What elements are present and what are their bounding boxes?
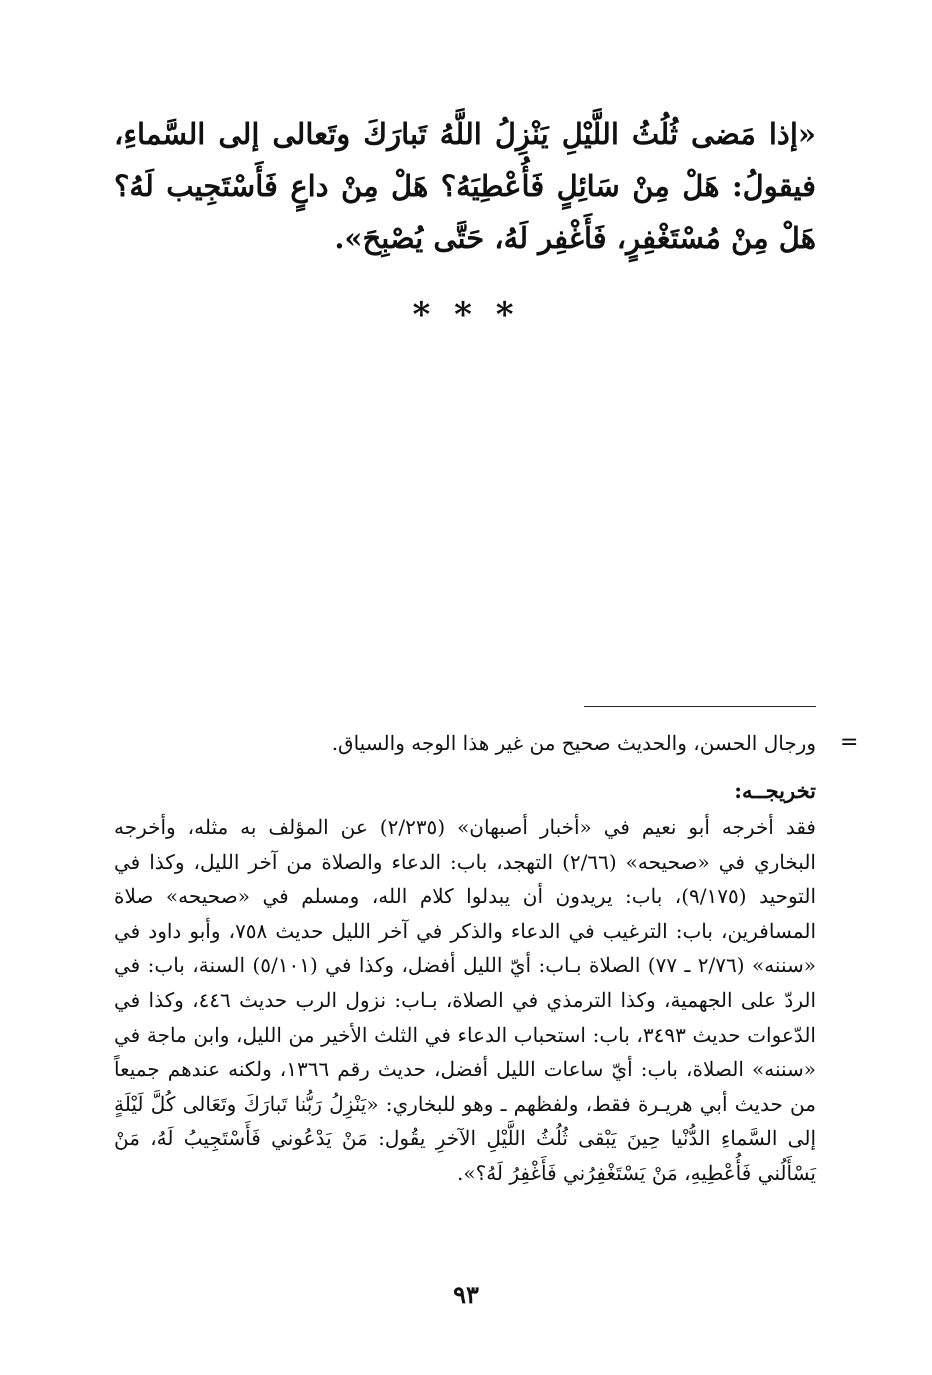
footnote-divider	[584, 706, 816, 707]
footnote-body: فقد أخرجه أبو نعيم في «أخبار أصبهان» (٢/٢٣٥) عن المؤلف به مثله، وأخرجه البخاري في «صحيحه» (٢/٦٦) التهجد، باب: الدعاء والصلاة من آخر الليل، وكذا في التوحيد (٩/١٧٥)، باب: يريدون أن يبدلوا كلام الله، ومسلم في «صحيحه» صلاة المسافرين، باب: الترغيب في الدعاء والذكر في آخر الليل حديث ٧٥٨، وأبو داود في «سننه» (٢/٧٦ ـ ٧٧) الصلاة بـاب: أيّ الليل أفضل، وكذا في (٥/١٠١) السنة، باب: في الردّ على الجهمية، وكذا الترمذي في الصلاة، بـاب: نزول الرب حديث ٤٤٦، وكذا في الدّعوات حديث ٣٤٩٣، باب: استحباب الدعاء في الثلث الأخير من الليل، وابن ماجة في «سننه» الصلاة، باب: أيّ ساعات الليل أفضل، حديث رقم ١٣٦٦، ولكنه عندهم جميعاً من حديث أبي هريـرة فقط، ولفظهم ـ وهو للبخاري: «يَنْزِلُ رَبُّنا تَبارَكَ وتَعَالى كُلَّ لَيْلَةٍ إلى السَّماءِ الدُّنْيا حِينَ يَبْقى ثُلُثُ اللَّيْلِ الآخرِ يقُول: مَنْ يَدْعُوني فَأَسْتَجِيبُ لَهُ، مَنْ يَسْأَلُني فَأُعْطِيهِ، مَنْ يَسْتَغْفِرُني فَأَغْفِرُ لَهُ؟».	[114, 815, 817, 1185]
hadith-text: «إذا مَضى ثُلُثُ اللَّيْلِ يَنْزِلُ اللَّهُ تَبارَكَ وتَعالى إلى السَّماءِ، فيقولُ: هَلْ مِنْ سَائِلٍ فَأُعْطِيَهُ؟ هَلْ مِنْ داعٍ فَأَسْتَجِيب لَهُ؟ هَلْ مِنْ مُسْتَغْفِرٍ، فَأَغْفِر لَهُ، حَتَّى يُصْبِحَ».	[114, 117, 817, 255]
page-number: ٩٣	[453, 1280, 479, 1309]
footnote-heading: تخريجــه:	[734, 778, 816, 803]
footnote-first-line: ورجال الحسن، والحديث صحيح من غير هذا الوجه والسياق.	[331, 731, 816, 755]
section-separator: * * *	[412, 295, 520, 335]
footnote-continuation-mark: =	[840, 730, 859, 755]
